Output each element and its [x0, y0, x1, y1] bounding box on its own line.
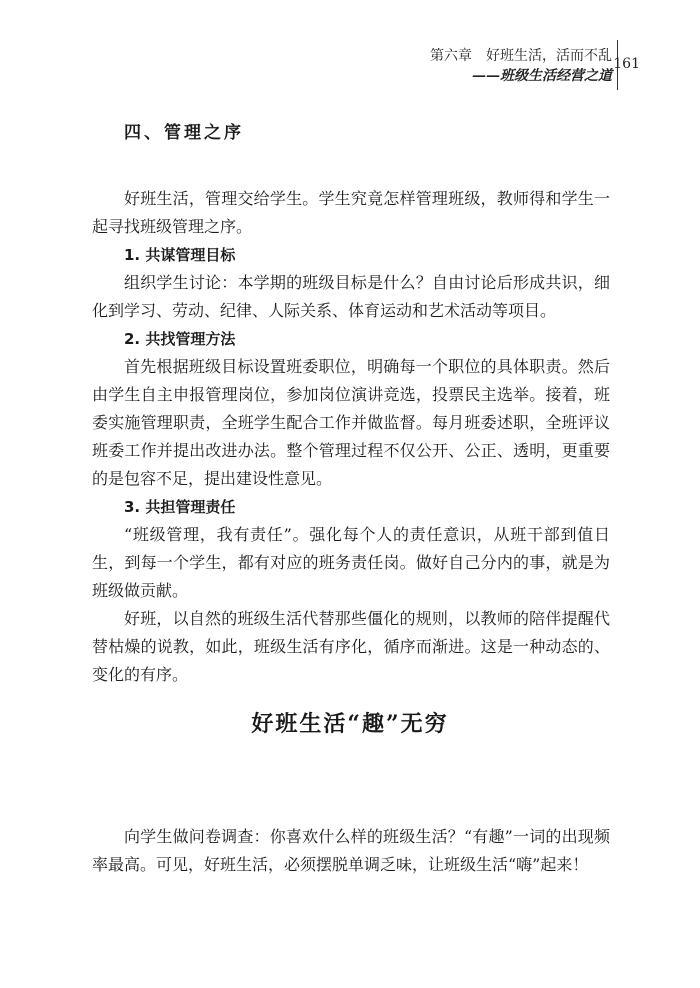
article-paragraph: 向学生做问卷调查：你喜欢什么样的班级生活？“有趣”一词的出现频率最高。可见，好班生活，必须摆脱单调乏味，让班级生活“嗨”起来！ [92, 827, 610, 874]
chapter-title: 第六章 好班生活，活而不乱 [430, 48, 612, 64]
paragraph-3: “班级管理，我有责任”。强化每个人的责任意识，从班干部到值日生，到每一个学生，都有对应的班务责任岗。做好自己分内的事，就是为班级做贡献。 [92, 525, 610, 600]
running-header [430, 46, 612, 86]
page-number: 161 [613, 56, 640, 72]
subheading-1: 1. 共谋管理目标 [124, 246, 236, 264]
section-conclusion: 好班，以自然的班级生活代替那些僵化的规则，以教师的陪伴提醒代替枯燥的说教，如此，班级生活有序化，循序而渐进。这是一种动态的、变化的有序。 [92, 609, 610, 684]
article-title: 好班生活“趣”无穷 [251, 711, 449, 737]
paragraph-1: 组织学生讨论：本学期的班级目标是什么？自由讨论后形成共识，细化到学习、劳动、纪律、人际关系、体育运动和艺术活动等项目。 [92, 273, 610, 320]
section-title: 四、管理之序 [124, 123, 244, 143]
subheading-3: 3. 共担管理责任 [124, 498, 236, 516]
section-intro: 好班生活，管理交给学生。学生究竟怎样管理班级，教师得和学生一起寻找班级管理之序。 [92, 189, 610, 236]
chapter-subtitle: ——班级生活经营之道 [472, 68, 612, 84]
paragraph-2: 首先根据班级目标设置班委职位，明确每一个职位的具体职责。然后由学生自主申报管理岗位，参加岗位演讲竞选，投票民主选举。接着，班委实施管理职责，全班学生配合工作并做监督。每月班委述职，全班评议班委工作并提出改进办法。整个管理过程不仅公开、公正、透明，更重要的是包容不足，提出建设性意见。 [92, 357, 610, 488]
section-body [92, 118, 610, 689]
article-body [92, 823, 610, 879]
subheading-2: 2. 共找管理方法 [124, 330, 236, 348]
